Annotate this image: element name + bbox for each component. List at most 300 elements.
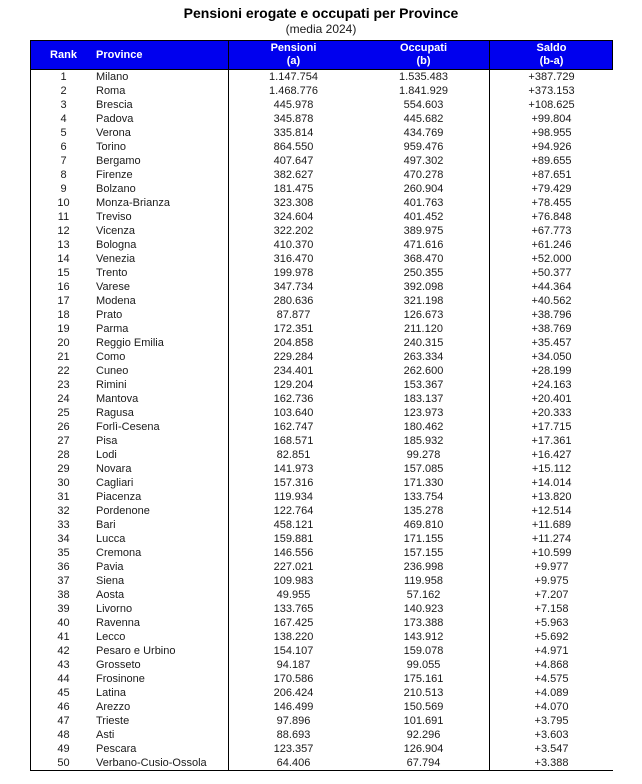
cell-saldo: +12.514 (489, 504, 613, 518)
cell-occupati: 250.355 (403, 267, 444, 279)
cell-occupati: 263.334 (403, 351, 444, 363)
cell-province: Lodi (96, 449, 117, 461)
cell-province: Bari (96, 519, 116, 531)
cell-pensioni: 458.121 (228, 518, 358, 532)
cell-province: Pesaro e Urbino (96, 645, 176, 657)
cell-rank: 36 (57, 561, 70, 573)
table-row (31, 308, 613, 322)
cell-pensioni: 316.470 (228, 252, 358, 266)
cell-saldo: +76.848 (489, 210, 613, 224)
cell-saldo: +89.655 (489, 154, 613, 168)
table-row (31, 728, 613, 742)
page-title: Pensioni erogate e occupati per Province (183, 5, 459, 21)
table-row (31, 518, 613, 532)
cell-saldo: +11.689 (489, 518, 613, 532)
table-row (31, 378, 613, 392)
cell-rank: 37 (57, 575, 70, 587)
table-row (31, 504, 613, 518)
cell-saldo: +4.971 (489, 644, 613, 658)
table-row (31, 756, 613, 770)
cell-province: Torino (96, 141, 126, 153)
table-row (31, 476, 613, 490)
table-row (31, 392, 613, 406)
cell-province: Aosta (96, 589, 125, 601)
cell-occupati: 260.904 (403, 183, 444, 195)
cell-saldo: +87.651 (489, 168, 613, 182)
cell-province: Reggio Emilia (96, 337, 164, 349)
cell-occupati: 173.388 (403, 617, 444, 629)
cell-saldo: +38.796 (489, 308, 613, 322)
column-header-saldo-label: Saldo (536, 42, 567, 54)
cell-rank: 8 (60, 169, 67, 181)
table-row (31, 462, 613, 476)
cell-saldo: +67.773 (489, 224, 613, 238)
cell-rank: 24 (57, 393, 70, 405)
cell-pensioni: 1.468.776 (228, 84, 358, 98)
cell-province: Trieste (96, 715, 130, 727)
cell-province: Forlì-Cesena (96, 421, 160, 433)
cell-pensioni: 324.604 (228, 210, 358, 224)
cell-province: Lecco (96, 631, 126, 643)
cell-occupati: 434.769 (403, 127, 444, 139)
page-subtitle: (media 2024) (285, 22, 357, 36)
cell-pensioni: 88.693 (228, 728, 358, 742)
cell-rank: 18 (57, 309, 70, 321)
cell-rank: 42 (57, 645, 70, 657)
cell-rank: 50 (57, 757, 70, 769)
cell-saldo: +98.955 (489, 126, 613, 140)
cell-rank: 1 (60, 71, 67, 83)
cell-rank: 5 (60, 127, 67, 139)
cell-saldo: +34.050 (489, 350, 613, 364)
table-row (31, 448, 613, 462)
cell-saldo: +52.000 (489, 252, 613, 266)
cell-saldo: +3.547 (489, 742, 613, 756)
table-row (31, 336, 613, 350)
cell-rank: 10 (57, 197, 70, 209)
cell-saldo: +14.014 (489, 476, 613, 490)
cell-saldo: +387.729 (489, 70, 613, 84)
cell-pensioni: 382.627 (228, 168, 358, 182)
cell-rank: 23 (57, 379, 70, 391)
cell-occupati: 185.932 (403, 435, 444, 447)
table-row (31, 644, 613, 658)
column-header-province (96, 41, 228, 69)
cell-pensioni: 103.640 (228, 406, 358, 420)
cell-pensioni: 345.878 (228, 112, 358, 126)
cell-saldo: +17.715 (489, 420, 613, 434)
cell-occupati: 1.841.929 (399, 85, 448, 97)
cell-pensioni: 49.955 (228, 588, 358, 602)
cell-pensioni: 123.357 (228, 742, 358, 756)
cell-province: Milano (96, 71, 129, 83)
cell-pensioni: 162.736 (228, 392, 358, 406)
table-row (31, 602, 613, 616)
cell-rank: 44 (57, 673, 70, 685)
table-row (31, 630, 613, 644)
cell-pensioni: 234.401 (228, 364, 358, 378)
cell-pensioni: 159.881 (228, 532, 358, 546)
column-header-pensioni-sublabel: (a) (286, 55, 301, 67)
column-header-saldo-sublabel: (b-a) (539, 55, 564, 67)
table-row (31, 658, 613, 672)
table-row (31, 196, 613, 210)
cell-occupati: 157.085 (403, 463, 444, 475)
cell-occupati: 150.569 (403, 701, 444, 713)
cell-province: Rimini (96, 379, 127, 391)
column-header-occupati (358, 41, 489, 69)
cell-saldo: +44.364 (489, 280, 613, 294)
cell-province: Piacenza (96, 491, 142, 503)
cell-province: Vicenza (96, 225, 135, 237)
cell-rank: 21 (57, 351, 70, 363)
cell-pensioni: 280.636 (228, 294, 358, 308)
cell-pensioni: 97.896 (228, 714, 358, 728)
cell-pensioni: 133.765 (228, 602, 358, 616)
cell-saldo: +4.868 (489, 658, 613, 672)
cell-occupati: 368.470 (403, 253, 444, 265)
cell-saldo: +9.975 (489, 574, 613, 588)
column-header-pensioni (228, 41, 358, 69)
cell-pensioni: 87.877 (228, 308, 358, 322)
cell-occupati: 143.912 (403, 631, 444, 643)
cell-saldo: +10.599 (489, 546, 613, 560)
cell-occupati: 180.462 (403, 421, 444, 433)
table-row (31, 406, 613, 420)
cell-saldo: +50.377 (489, 266, 613, 280)
table-header-row (31, 40, 613, 70)
table-row (31, 420, 613, 434)
cell-rank: 19 (57, 323, 70, 335)
cell-occupati: 236.998 (403, 561, 444, 573)
cell-occupati: 123.973 (403, 407, 444, 419)
cell-rank: 43 (57, 659, 70, 671)
cell-rank: 28 (57, 449, 70, 461)
cell-province: Verona (96, 127, 131, 139)
cell-occupati: 469.810 (403, 519, 444, 531)
table-row (31, 322, 613, 336)
cell-saldo: +3.603 (489, 728, 613, 742)
cell-province: Varese (96, 281, 131, 293)
cell-pensioni: 335.814 (228, 126, 358, 140)
cell-occupati: 119.958 (404, 575, 443, 587)
cell-occupati: 126.673 (403, 309, 444, 321)
cell-province: Siena (96, 575, 125, 587)
cell-pensioni: 199.978 (228, 266, 358, 280)
cell-occupati: 211.120 (404, 323, 443, 335)
cell-pensioni: 407.647 (228, 154, 358, 168)
table-row (31, 154, 613, 168)
cell-saldo: +7.207 (489, 588, 613, 602)
table-row (31, 112, 613, 126)
table-row (31, 140, 613, 154)
cell-occupati: 99.055 (406, 659, 441, 671)
cell-occupati: 67.794 (406, 757, 441, 769)
cell-occupati: 153.367 (403, 379, 444, 391)
cell-saldo: +7.158 (489, 602, 613, 616)
cell-province: Ragusa (96, 407, 134, 419)
table-row (31, 742, 613, 756)
cell-occupati: 157.155 (403, 547, 444, 559)
cell-rank: 40 (57, 617, 70, 629)
table-row (31, 84, 613, 98)
cell-province: Monza-Brianza (96, 197, 170, 209)
cell-saldo: +9.977 (489, 560, 613, 574)
table-row (31, 238, 613, 252)
cell-saldo: +35.457 (489, 336, 613, 350)
cell-rank: 32 (57, 505, 70, 517)
cell-rank: 20 (57, 337, 70, 349)
table-row (31, 126, 613, 140)
cell-saldo: +3.795 (489, 714, 613, 728)
cell-saldo: +99.804 (489, 112, 613, 126)
column-header-saldo (489, 41, 613, 69)
cell-saldo: +16.427 (489, 448, 613, 462)
cell-province: Asti (96, 729, 115, 741)
cell-province: Bergamo (96, 155, 141, 167)
cell-province: Pavia (96, 561, 124, 573)
cell-occupati: 401.452 (403, 211, 444, 223)
cell-occupati: 262.600 (403, 365, 444, 377)
cell-occupati: 171.155 (403, 533, 444, 545)
cell-province: Modena (96, 295, 136, 307)
cell-occupati: 401.763 (403, 197, 444, 209)
table-row (31, 574, 613, 588)
cell-saldo: +5.692 (489, 630, 613, 644)
cell-pensioni: 206.424 (228, 686, 358, 700)
table-row (31, 364, 613, 378)
cell-saldo: +13.820 (489, 490, 613, 504)
cell-province: Latina (96, 687, 126, 699)
cell-province: Como (96, 351, 126, 363)
cell-occupati: 959.476 (403, 141, 444, 153)
table-row (31, 714, 613, 728)
table-row (31, 252, 613, 266)
cell-province: Bolzano (96, 183, 136, 195)
table-row (31, 672, 613, 686)
cell-occupati: 183.137 (403, 393, 444, 405)
cell-occupati: 159.078 (403, 645, 444, 657)
cell-saldo: +61.246 (489, 238, 613, 252)
cell-province: Pescara (96, 743, 137, 755)
cell-province: Prato (96, 309, 123, 321)
cell-rank: 35 (57, 547, 70, 559)
cell-saldo: +78.455 (489, 196, 613, 210)
column-header-rank (31, 41, 96, 69)
cell-pensioni: 64.406 (228, 756, 358, 770)
cell-occupati: 99.278 (406, 449, 441, 461)
cell-rank: 7 (60, 155, 67, 167)
table-row (31, 182, 613, 196)
cell-saldo: +373.153 (489, 84, 613, 98)
cell-province: Novara (96, 463, 132, 475)
cell-saldo: +11.274 (489, 532, 613, 546)
cell-occupati: 497.302 (403, 155, 444, 167)
cell-province: Ravenna (96, 617, 141, 629)
table-row (31, 616, 613, 630)
table-row (31, 210, 613, 224)
cell-occupati: 471.616 (403, 239, 444, 251)
cell-pensioni: 157.316 (228, 476, 358, 490)
table-row (31, 434, 613, 448)
cell-rank: 2 (60, 85, 67, 97)
cell-pensioni: 1.147.754 (228, 70, 358, 84)
cell-province: Mantova (96, 393, 139, 405)
table-row (31, 490, 613, 504)
cell-pensioni: 94.187 (228, 658, 358, 672)
cell-occupati: 210.513 (403, 687, 444, 699)
cell-pensioni: 864.550 (228, 140, 358, 154)
cell-saldo: +5.963 (489, 616, 613, 630)
cell-pensioni: 82.851 (228, 448, 358, 462)
cell-pensioni: 170.586 (228, 672, 358, 686)
cell-occupati: 1.535.483 (399, 71, 448, 83)
cell-rank: 38 (57, 589, 70, 601)
cell-province: Lucca (96, 533, 126, 545)
cell-saldo: +17.361 (489, 434, 613, 448)
cell-rank: 34 (57, 533, 70, 545)
cell-province: Firenze (96, 169, 133, 181)
cell-occupati: 470.278 (403, 169, 444, 181)
cell-pensioni: 119.934 (228, 490, 358, 504)
cell-pensioni: 122.764 (228, 504, 358, 518)
cell-province: Cuneo (96, 365, 129, 377)
column-header-province-label: Province (96, 48, 143, 61)
cell-province: Pordenone (96, 505, 150, 517)
table-row (31, 280, 613, 294)
cell-pensioni: 167.425 (228, 616, 358, 630)
column-header-rank-label: Rank (50, 48, 77, 61)
cell-saldo: +79.429 (489, 182, 613, 196)
cell-province: Treviso (96, 211, 132, 223)
cell-rank: 4 (60, 113, 67, 125)
cell-occupati: 445.682 (403, 113, 444, 125)
cell-rank: 29 (57, 463, 70, 475)
cell-pensioni: 322.202 (228, 224, 358, 238)
cell-rank: 47 (57, 715, 70, 727)
cell-province: Pisa (96, 435, 118, 447)
cell-pensioni: 146.499 (228, 700, 358, 714)
cell-province: Padova (96, 113, 134, 125)
cell-saldo: +3.388 (489, 756, 613, 770)
cell-saldo: +20.401 (489, 392, 613, 406)
cell-province: Cagliari (96, 477, 134, 489)
cell-province: Bologna (96, 239, 137, 251)
cell-occupati: 135.278 (403, 505, 444, 517)
cell-province: Cremona (96, 547, 142, 559)
cell-province: Trento (96, 267, 128, 279)
cell-occupati: 57.162 (406, 589, 441, 601)
cell-province: Livorno (96, 603, 133, 615)
table-row (31, 98, 613, 112)
cell-occupati: 392.098 (403, 281, 444, 293)
cell-saldo: +4.575 (489, 672, 613, 686)
cell-pensioni: 162.747 (228, 420, 358, 434)
cell-saldo: +15.112 (489, 462, 613, 476)
cell-province: Brescia (96, 99, 133, 111)
column-header-occupati-sublabel: (b) (416, 55, 431, 67)
cell-province: Frosinone (96, 673, 145, 685)
cell-occupati: 126.904 (403, 743, 444, 755)
cell-pensioni: 154.107 (228, 644, 358, 658)
cell-rank: 12 (57, 225, 70, 237)
cell-rank: 49 (57, 743, 70, 755)
cell-occupati: 101.691 (403, 715, 444, 727)
cell-rank: 33 (57, 519, 70, 531)
cell-pensioni: 347.734 (228, 280, 358, 294)
cell-occupati: 321.198 (403, 295, 444, 307)
table-row (31, 686, 613, 700)
cell-saldo: +38.769 (489, 322, 613, 336)
cell-rank: 46 (57, 701, 70, 713)
cell-rank: 15 (57, 267, 70, 279)
table-body (31, 70, 613, 770)
cell-occupati: 389.975 (403, 225, 444, 237)
cell-pensioni: 323.308 (228, 196, 358, 210)
cell-rank: 45 (57, 687, 70, 699)
cell-occupati: 140.923 (403, 603, 444, 615)
column-header-pensioni-label: Pensioni (270, 42, 317, 54)
cell-saldo: +4.070 (489, 700, 613, 714)
cell-pensioni: 141.973 (228, 462, 358, 476)
table-row (31, 70, 613, 84)
cell-occupati: 171.330 (403, 477, 444, 489)
cell-rank: 30 (57, 477, 70, 489)
cell-rank: 26 (57, 421, 70, 433)
cell-rank: 39 (57, 603, 70, 615)
cell-occupati: 92.296 (406, 729, 441, 741)
cell-pensioni: 204.858 (228, 336, 358, 350)
cell-rank: 3 (60, 99, 67, 111)
cell-province: Roma (96, 85, 126, 97)
cell-saldo: +28.199 (489, 364, 613, 378)
table-row (31, 588, 613, 602)
table-row (31, 546, 613, 560)
table-row (31, 700, 613, 714)
cell-pensioni: 129.204 (228, 378, 358, 392)
cell-pensioni: 229.284 (228, 350, 358, 364)
cell-occupati: 175.161 (403, 673, 444, 685)
cell-occupati: 133.754 (403, 491, 444, 503)
cell-rank: 25 (57, 407, 70, 419)
table-row (31, 350, 613, 364)
cell-saldo: +94.926 (489, 140, 613, 154)
cell-occupati: 240.315 (403, 337, 444, 349)
cell-rank: 16 (57, 281, 70, 293)
cell-saldo: +40.562 (489, 294, 613, 308)
cell-province: Grosseto (96, 659, 141, 671)
table-row (31, 294, 613, 308)
cell-rank: 11 (57, 211, 70, 223)
cell-pensioni: 109.983 (228, 574, 358, 588)
cell-province: Venezia (96, 253, 136, 265)
cell-saldo: +4.089 (489, 686, 613, 700)
cell-pensioni: 445.978 (228, 98, 358, 112)
cell-rank: 31 (57, 491, 70, 503)
cell-rank: 13 (57, 239, 70, 251)
cell-occupati: 554.603 (403, 99, 444, 111)
cell-province: Arezzo (96, 701, 131, 713)
cell-pensioni: 181.475 (228, 182, 358, 196)
cell-rank: 6 (60, 141, 67, 153)
cell-pensioni: 138.220 (228, 630, 358, 644)
cell-saldo: +24.163 (489, 378, 613, 392)
cell-province: Parma (96, 323, 129, 335)
cell-rank: 9 (60, 183, 67, 195)
cell-rank: 41 (57, 631, 70, 643)
table-row (31, 224, 613, 238)
cell-rank: 27 (57, 435, 70, 447)
